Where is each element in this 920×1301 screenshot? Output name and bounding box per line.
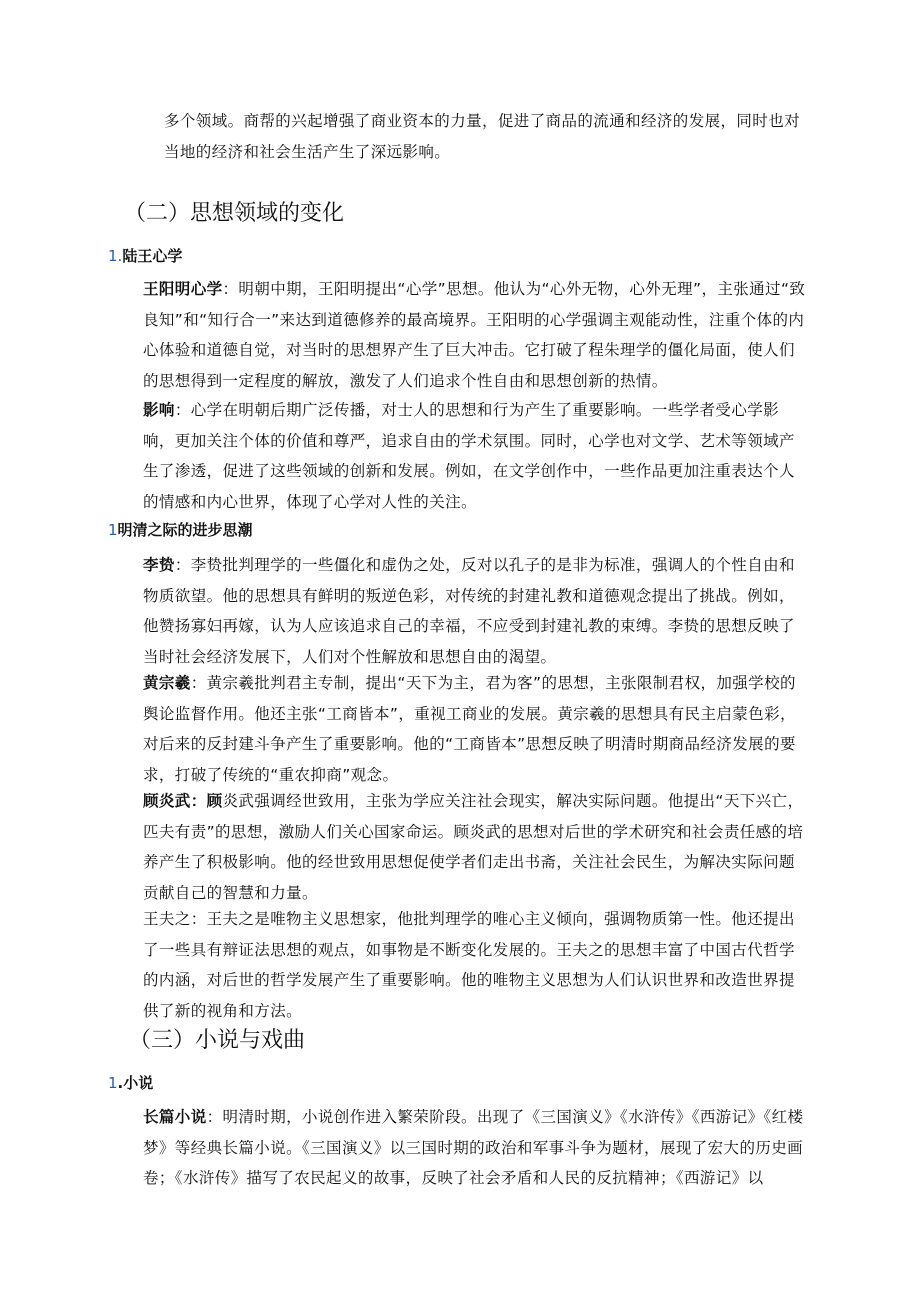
paragraph-text: ：明朝中期，王阳明提出“心学”思想。他认为“心外无物，心外无理”，主张通过“致良知”和“知行合一”来达到道德修养的最高境界。王阳明的心学强调主观能动性，注重个体的内心体验和道德自觉，对当时的思想界产生了巨大冲击。它打破了程朱理学的僵化局面，使人们的思想得到一定程度的解放，激发了人们追求个性自由和思想创新的热情。 [143, 280, 806, 390]
paragraph-influence [143, 395, 810, 517]
paragraph-text: 王夫之：王夫之是唯物主义思想家，他批判理学的唯心主义倾向，强调物质第一性。他还提出了一些具有辩证法思想的观点，如事物是不断变化发展的。王夫之的思想丰富了中国古代哲学的内涵，对后世的哲学发展产生了重要影响。他的唯物主义思想为人们认识世界和改造世界提供了新的视角和方法。 [143, 910, 795, 1020]
subheading-title: 明清之际的进步思潮 [117, 521, 253, 539]
paragraph-text: ：心学在明朝后期广泛传播，对士人的思想和行为产生了重要影响。一些学者受心学影响，更加关注个体的价值和尊严，追求自由的学术氛围。同时，心学也对文学、艺术等领域产生了渗透，促进了这些领域的创新和发展。例如，在文学创作中，一些作品更加注重表达个人的情感和内心世界，体现了心学对人性的关注。 [143, 401, 795, 511]
paragraph-text: ：李贽批判理学的一些僵化和虚伪之处，反对以孔子的是非为标准，强调人的个性自由和物质欲望。他的思想具有鲜明的叛逆色彩，对传统的封建礼教和道德观念提出了挑战。例如，他赞扬寡妇再嫁，认为人应该追求自己的幸福，不应受到封建礼教的束缚。李贽的思想反映了当时社会经济发展下，人们对个性解放和思想自由的渴望。 [143, 556, 795, 666]
paragraph-label: 影响 [143, 401, 175, 419]
paragraph-wangyangming [143, 274, 810, 396]
paragraph-huangzongxi [143, 668, 810, 790]
subheading-number: 1. [108, 247, 123, 265]
paragraph-label: 长篇小说 [143, 1108, 207, 1126]
paragraph-label: 李贽 [143, 556, 175, 574]
paragraph-label: 顾炎武：顾 [143, 792, 223, 810]
intro-paragraph [164, 106, 804, 167]
paragraph-label: 王阳明心学 [143, 280, 223, 298]
section-heading-thought [124, 199, 344, 229]
paragraph-guyanwu [143, 786, 810, 908]
paragraph-long-novels [143, 1102, 810, 1194]
subheading-progressive-thought [108, 518, 253, 542]
paragraph-text: 炎武强调经世致用，主张为学应关注社会现实，解决实际问题。他提出“天下兴亡，匹夫有责”的思想，激励人们关心国家命运。顾炎武的思想对后世的学术研究和社会责任感的培养产生了积极影响。他的经世致用思想促使学者们走出书斋，关注社会民生，为解决实际问题贡献自己的智慧和力量。 [143, 792, 804, 902]
paragraph-text: ：明清时期，小说创作进入繁荣阶段。出现了《三国演义》《水浒传》《西游记》《红楼梦》等经典长篇小说。《三国演义》以三国时期的政治和军事斗争为题材，展现了宏大的历史画卷；《水浒传》描写了农民起义的故事，反映了社会矛盾和人民的反抗精神；《西游记》以 [143, 1108, 804, 1187]
paragraph-label: 黄宗羲 [143, 674, 191, 692]
section-heading-text: （三）小说与戏曲 [129, 1028, 306, 1053]
paragraph-lizhi [143, 550, 810, 672]
subheading-luwang [108, 244, 182, 268]
paragraph-text: ：黄宗羲批判君主专制，提出“天下为主，君为客”的思想，主张限制君权，加强学校的舆论监督作用。他还主张“工商皆本”，重视工商业的发展。黄宗羲的思想具有民主启蒙色彩，对后来的反封建斗争产生了重要影响。他的“工商皆本”思想反映了明清时期商品经济发展的要求，打破了传统的“重农抑商”观念。 [143, 674, 796, 784]
intro-text: 多个领域。商帮的兴起增强了商业资本的力量，促进了商品的流通和经济的发展，同时也对当地的经济和社会生活产生了深远影响。 [164, 112, 801, 161]
section-heading-novels [129, 1026, 305, 1056]
subheading-number: 1 [108, 521, 118, 539]
subheading-number: 1 [108, 1074, 118, 1092]
subheading-novels [108, 1071, 153, 1095]
subheading-title: .小说 [117, 1074, 154, 1092]
subheading-title: 陆王心学 [122, 247, 183, 265]
section-heading-text: （二）思想领域的变化 [124, 201, 345, 226]
paragraph-wangfuzhi [143, 904, 810, 1026]
